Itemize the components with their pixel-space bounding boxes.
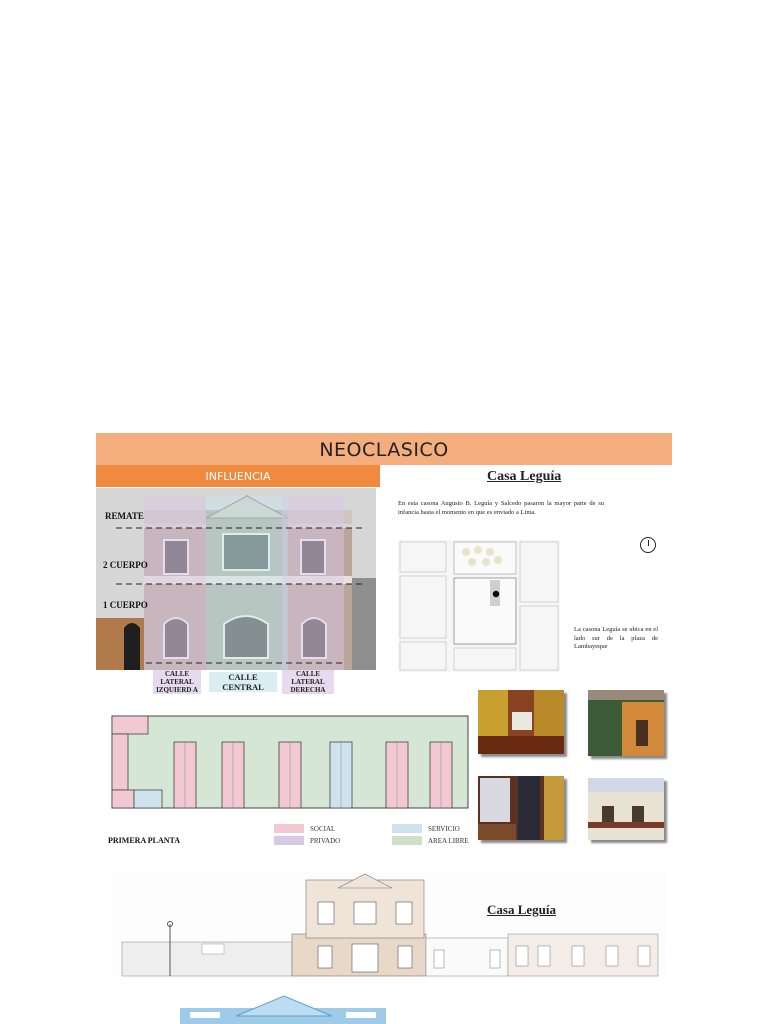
- plan-label: PRIMERA PLANTA: [108, 836, 181, 845]
- interior-photo-4: [588, 778, 664, 840]
- level-1-cuerpo: 1 CUERPO: [103, 600, 148, 610]
- interior-photo-3: [478, 776, 564, 840]
- interior-photo-1: [478, 690, 564, 754]
- interior-photo-2: [588, 690, 664, 756]
- legend-privado-swatch: [274, 836, 304, 845]
- legend-area-libre-swatch: [392, 836, 422, 845]
- elevation-title: Casa Leguía: [487, 902, 556, 917]
- page-title: NEOCLASICO: [319, 439, 449, 461]
- title-banner: [96, 433, 672, 465]
- street-center-label: CALLE CENTRAL: [209, 672, 277, 692]
- casa-title: Casa Leguía: [487, 469, 562, 484]
- floor-plan: [108, 712, 472, 812]
- north-arrow-icon: [640, 537, 656, 553]
- casa-description: En esta casona Augusto B. Leguía y Salcedo pasaron la mayor parte de su infancia hasta el momento en que es enviado a Lima.: [398, 500, 604, 516]
- bottom-drawing: [180, 994, 386, 1024]
- level-remate: REMATE: [105, 511, 144, 521]
- influence-title: INFLUENCIA: [205, 470, 271, 483]
- location-text: La casona Leguía se ubica en el lado sur de la plaza de Lambayeque: [574, 626, 658, 650]
- legend-social-swatch: [274, 824, 304, 833]
- influence-header: [96, 465, 380, 487]
- legend-area-libre: AREA LIBRE: [428, 837, 469, 845]
- street-left-label: CALLE LATERAL IZQUIERD A: [153, 670, 201, 694]
- street-right-label: CALLE LATERAL DERECHA: [282, 670, 334, 694]
- legend-privado: PRIVADO: [310, 837, 341, 845]
- legend-social: SOCIAL: [310, 825, 336, 833]
- location-map: [398, 540, 560, 672]
- legend-servicio: SERVICIO: [428, 825, 460, 833]
- level-2-cuerpo: 2 CUERPO: [103, 560, 148, 570]
- street-elevation: [112, 872, 666, 978]
- legend-servicio-swatch: [392, 824, 422, 833]
